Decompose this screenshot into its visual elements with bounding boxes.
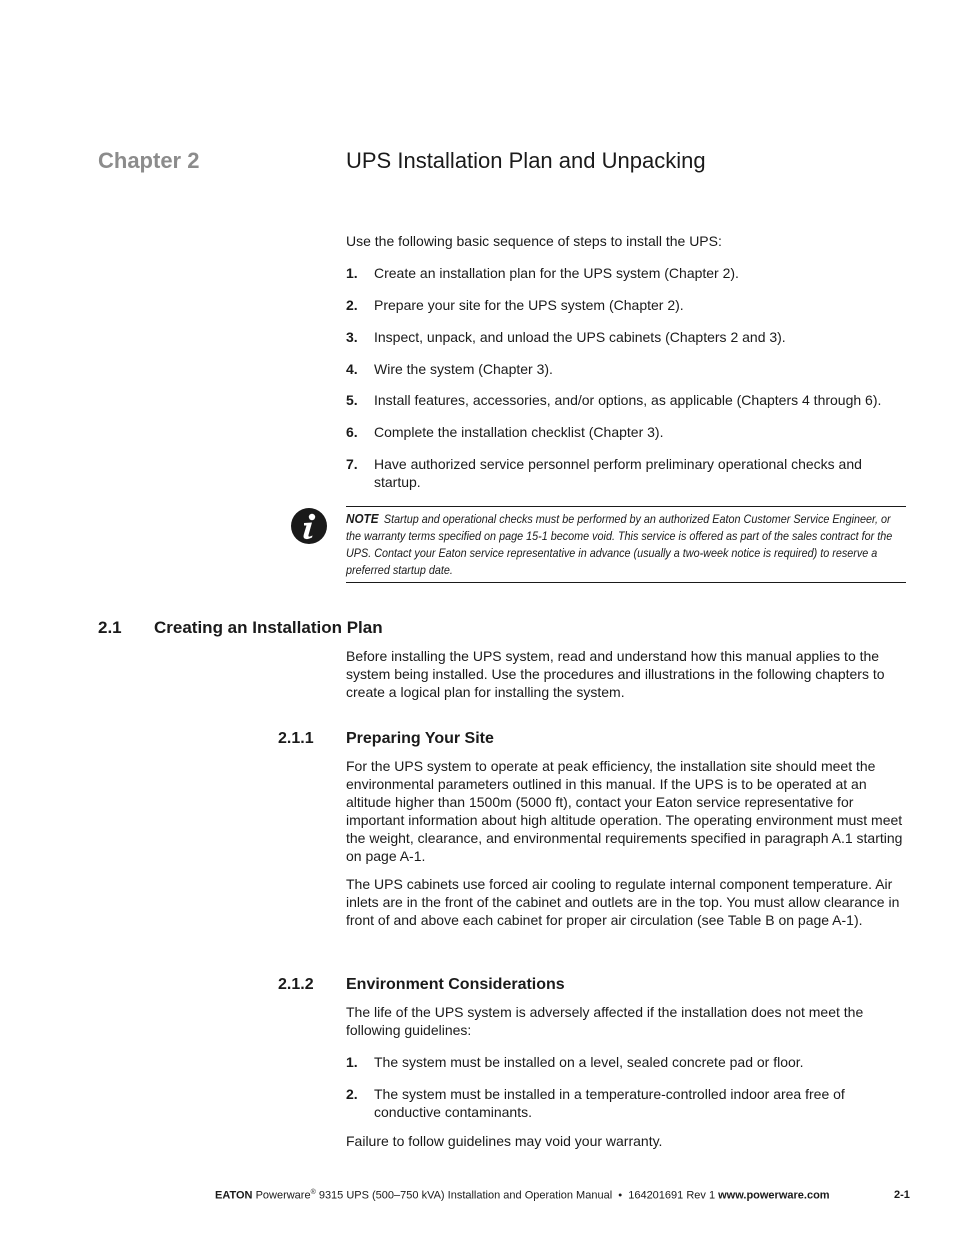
step-number: 1. [346, 265, 358, 281]
info-icon [290, 507, 328, 545]
note-label: NOTE [346, 511, 379, 526]
list-item [346, 423, 916, 441]
step-text: Prepare your site for the UPS system (Chapter 2). [374, 297, 684, 313]
registered-mark: ® [310, 1189, 316, 1196]
step-number: 7. [346, 456, 358, 472]
footer-brand: EATON [215, 1189, 253, 1202]
step-number: 4. [346, 361, 358, 377]
subsection-paragraph: For the UPS system to operate at peak efficiency, the installation site should meet the environmental parameters outlined in this manual. If the UPS is to be operated at an altitude higher than 1500m (5000 ft), contact your Eaton service representative for important information about high altitude operation. The operating environment must meet the weight, clearance, and environmental requirements specified in paragraph A.1 starting on page A-1. [346, 758, 903, 864]
footer-details: 9315 UPS (500–750 kVA) Installation and Operation Manual • 164201691 Rev 1 [315, 1189, 719, 1202]
chapter-label: Chapter 2 [98, 148, 200, 173]
step-text: Wire the system (Chapter 3). [374, 361, 553, 377]
step-text: Have authorized service personnel perform preliminary operational checks and startup. [374, 456, 862, 490]
step-text: Install features, accessories, and/or options, as applicable (Chapters 4 through 6). [374, 392, 882, 408]
step-text: Complete the installation checklist (Chapter 3). [374, 424, 664, 440]
footer-text [215, 1189, 830, 1202]
section-body: Before installing the UPS system, read and understand how this manual applies to the system being installed. Use the procedures and illustrations in the following chapters to create a logical plan for installing the system. [346, 648, 885, 700]
page-number: 2-1 [894, 1189, 910, 1201]
step-text: Inspect, unpack, and unload the UPS cabinets (Chapters 2 and 3). [374, 329, 786, 345]
step-number: 5. [346, 392, 358, 408]
subsection-paragraph: The UPS cabinets use forced air cooling to regulate internal component temperature. Air inlets are in the front of the cabinet and outlets are in the top. You must allow clearance in front of and above each cabinet for proper air circulation (see Table B on page A-1). [346, 876, 900, 928]
list-item [346, 328, 916, 346]
list-item [346, 1053, 916, 1071]
list-item [346, 391, 916, 409]
closing-text: Failure to follow guidelines may void your warranty. [346, 1133, 663, 1149]
footer-url: www.powerware.com [718, 1189, 830, 1202]
step-number: 2. [346, 297, 358, 313]
footer-product: Powerware [255, 1189, 311, 1202]
section-title: Creating an Installation Plan [154, 618, 383, 637]
step-number: 6. [346, 424, 358, 440]
note-box [346, 506, 906, 583]
subsection-paragraph: The life of the UPS system is adversely affected if the installation does not meet the following guidelines: [346, 1004, 864, 1038]
note-text [346, 510, 902, 579]
list-item [346, 455, 886, 491]
section-number: 2.1 [98, 618, 122, 637]
subsection-title: Environment Considerations [346, 976, 565, 993]
item-text: The system must be installed in a temperature-controlled indoor area free of conductive contaminants. [374, 1086, 845, 1120]
intro-text: Use the following basic sequence of steps to install the UPS: [346, 233, 722, 249]
item-number: 1. [346, 1054, 358, 1070]
note-body: Startup and operational checks must be performed by an authorized Eaton Customer Service Engineer, or the warranty terms specified on page 15-1 become void. This service is offered as part of the sales contract for the UPS. Contact your Eaton service representative in advance (usually a two-week notice is required) to reserve a preferred startup date. [346, 512, 893, 577]
step-text: Create an installation plan for the UPS system (Chapter 2). [374, 265, 739, 281]
item-text: The system must be installed on a level, sealed concrete pad or floor. [374, 1054, 804, 1070]
list-item [346, 1085, 886, 1121]
subsection-number: 2.1.2 [278, 976, 314, 993]
chapter-title: UPS Installation Plan and Unpacking [346, 148, 706, 173]
list-item [346, 264, 916, 282]
list-item [346, 360, 916, 378]
list-item [346, 296, 916, 314]
item-number: 2. [346, 1086, 358, 1102]
subsection-title: Preparing Your Site [346, 730, 494, 747]
step-number: 3. [346, 329, 358, 345]
subsection-number: 2.1.1 [278, 730, 314, 747]
